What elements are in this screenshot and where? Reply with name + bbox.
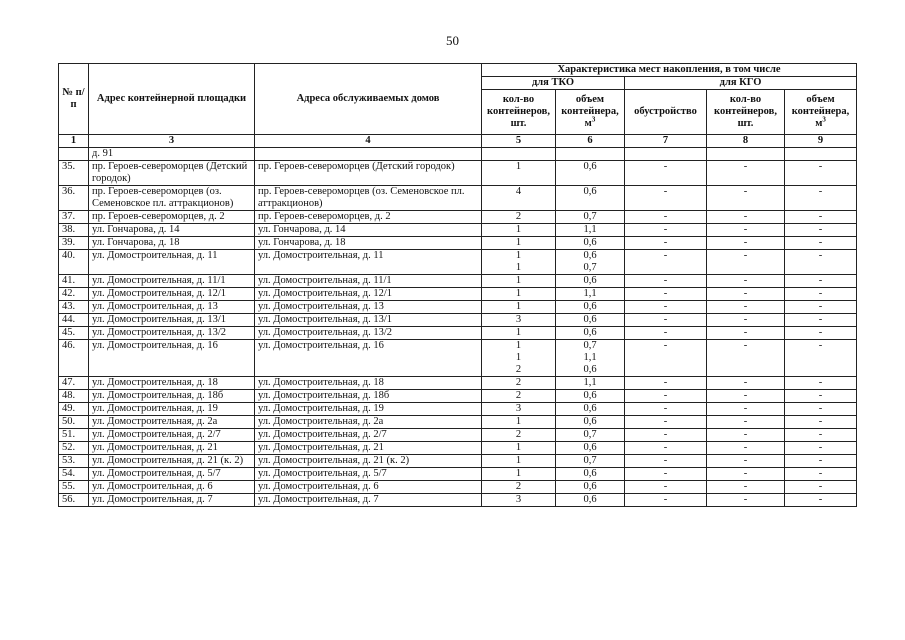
cell-kgo-volume: - [785, 211, 857, 224]
cell-facility: - [625, 340, 707, 377]
table-header [59, 64, 857, 148]
cell-tko-volume-line: 0,6 [583, 468, 597, 479]
cell-served: ул. Домостроительная, д. 6 [255, 481, 482, 494]
cell-tko-volume [556, 314, 625, 327]
cell-number: 41. [59, 275, 89, 288]
cell-facility: - [625, 161, 707, 186]
cell-address: ул. Гончарова, д. 14 [89, 224, 255, 237]
cell-served: ул. Домостроительная, д. 21 [255, 442, 482, 455]
col-index: 1 [59, 135, 89, 148]
cell-tko-count [482, 494, 556, 507]
cell-tko-volume-line: 0,7 [583, 429, 597, 440]
cell-address: ул. Домостроительная, д. 11 [89, 250, 255, 275]
cell-kgo-count: - [707, 211, 785, 224]
cell-tko-count [482, 148, 556, 161]
cell-kgo-volume: - [785, 377, 857, 390]
cell-tko-volume [556, 186, 625, 211]
cell-tko-volume-line: 1,1 [583, 224, 597, 235]
cell-tko-volume [556, 327, 625, 340]
cell-address: ул. Домостроительная, д. 13/1 [89, 314, 255, 327]
cell-number: 53. [59, 455, 89, 468]
cell-tko-count-line: 1 [515, 327, 522, 338]
cell-tko-volume-line: 1,1 [583, 352, 597, 363]
cell-kgo-count: - [707, 442, 785, 455]
cell-tko-volume-line: 0,6 [583, 314, 597, 325]
header-tko-volume: объем контейнера, $м^3$ [556, 90, 625, 135]
cell-facility: - [625, 416, 707, 429]
cell-number: 56. [59, 494, 89, 507]
cell-served: ул. Домостроительная, д. 12/1 [255, 288, 482, 301]
cell-number: 37. [59, 211, 89, 224]
cell-facility: - [625, 186, 707, 211]
cell-kgo-count: - [707, 314, 785, 327]
cell-kgo-volume: - [785, 301, 857, 314]
cell-tko-volume-line: 0,6 [583, 275, 597, 286]
cell-kgo-count: - [707, 161, 785, 186]
cell-tko-volume [556, 250, 625, 275]
cell-tko-volume-line: 0,6 [583, 390, 597, 401]
cell-tko-count [482, 275, 556, 288]
cell-kgo-count: - [707, 494, 785, 507]
cell-tko-count-line: 2 [515, 429, 522, 440]
col-index: 9 [785, 135, 857, 148]
table-row [59, 442, 857, 455]
table-row [59, 340, 857, 377]
table-row [59, 455, 857, 468]
cell-address: ул. Домостроительная, д. 5/7 [89, 468, 255, 481]
cell-tko-volume [556, 390, 625, 403]
cell-tko-volume-line: 0,6 [583, 301, 597, 312]
cell-address: ул. Домостроительная, д. 18б [89, 390, 255, 403]
cell-address: ул. Домостроительная, д. 19 [89, 403, 255, 416]
cell-tko-volume [556, 416, 625, 429]
cell-tko-volume [556, 455, 625, 468]
cell-facility: - [625, 468, 707, 481]
cell-tko-count-line: 1 [515, 224, 522, 235]
cell-tko-count-line: 1 [515, 288, 522, 299]
cell-served: ул. Домостроительная, д. 13/1 [255, 314, 482, 327]
cell-kgo-volume: - [785, 390, 857, 403]
cell-facility: - [625, 429, 707, 442]
cell-served: ул. Гончарова, д. 14 [255, 224, 482, 237]
cell-tko-count [482, 442, 556, 455]
cell-served: ул. Домостроительная, д. 5/7 [255, 468, 482, 481]
cell-tko-count-line: 2 [515, 211, 522, 222]
header-kgo-volume: объем контейнера, $м^3$ [785, 90, 857, 135]
table-row [59, 481, 857, 494]
cell-tko-volume-line: 0,6 [583, 364, 597, 375]
cell-tko-count-line: 1 [515, 301, 522, 312]
cell-kgo-count: - [707, 288, 785, 301]
cell-number: 47. [59, 377, 89, 390]
cell-facility: - [625, 390, 707, 403]
cell-number: 48. [59, 390, 89, 403]
cell-tko-volume [556, 237, 625, 250]
cell-tko-count [482, 288, 556, 301]
table-row [59, 148, 857, 161]
cell-address: ул. Домостроительная, д. 13/2 [89, 327, 255, 340]
container-sites-table [58, 63, 857, 507]
cell-kgo-count: - [707, 186, 785, 211]
cell-served: ул. Гончарова, д. 18 [255, 237, 482, 250]
cell-kgo-count: - [707, 377, 785, 390]
cell-address: ул. Гончарова, д. 18 [89, 237, 255, 250]
header-tko: для ТКО [482, 77, 625, 90]
cell-kgo-count: - [707, 237, 785, 250]
cell-served: ул. Домостроительная, д. 18 [255, 377, 482, 390]
cell-tko-volume-line: 0,6 [583, 494, 597, 505]
cell-number: 43. [59, 301, 89, 314]
cell-number: 45. [59, 327, 89, 340]
cell-kgo-volume: - [785, 288, 857, 301]
cell-served: ул. Домостроительная, д. 7 [255, 494, 482, 507]
cell-tko-volume [556, 481, 625, 494]
cell-kgo-count: - [707, 390, 785, 403]
cell-kgo-volume: - [785, 340, 857, 377]
cell-tko-count-line: 3 [515, 314, 522, 325]
table-row [59, 494, 857, 507]
cell-tko-volume-line: 0,6 [583, 250, 597, 261]
cell-tko-count [482, 468, 556, 481]
cell-kgo-count: - [707, 429, 785, 442]
cell-tko-volume-line: 0,6 [583, 442, 597, 453]
header-tko-count: кол-во контейнеров, шт. [482, 90, 556, 135]
cell-tko-count [482, 161, 556, 186]
cell-kgo-volume [785, 148, 857, 161]
cell-tko-volume [556, 275, 625, 288]
cell-tko-volume-line: 0,7 [583, 340, 597, 351]
cell-address: ул. Домостроительная, д. 6 [89, 481, 255, 494]
cell-number [59, 148, 89, 161]
table-row [59, 429, 857, 442]
cell-kgo-count: - [707, 327, 785, 340]
cell-tko-volume-line: 0,6 [583, 161, 597, 172]
cell-kgo-volume: - [785, 186, 857, 211]
table-row [59, 288, 857, 301]
cell-tko-volume-line: 0,6 [583, 403, 597, 414]
cell-number: 39. [59, 237, 89, 250]
cell-tko-count-line: 1 [515, 352, 522, 363]
cell-tko-volume-line: 0,6 [583, 416, 597, 427]
cell-served: ул. Домостроительная, д. 18б [255, 390, 482, 403]
cell-tko-volume [556, 301, 625, 314]
cell-facility: - [625, 275, 707, 288]
table-row [59, 224, 857, 237]
cell-address: ул. Домостроительная, д. 16 [89, 340, 255, 377]
cell-served [255, 148, 482, 161]
cell-address: ул. Домостроительная, д. 21 [89, 442, 255, 455]
cell-facility: - [625, 301, 707, 314]
header-num: № п/п [59, 64, 89, 135]
cell-tko-volume [556, 468, 625, 481]
cell-address: ул. Домостроительная, д. 11/1 [89, 275, 255, 288]
cell-kgo-count [707, 148, 785, 161]
cell-tko-count [482, 186, 556, 211]
cell-address: ул. Домостроительная, д. 21 (к. 2) [89, 455, 255, 468]
cell-number: 36. [59, 186, 89, 211]
cell-number: 49. [59, 403, 89, 416]
cell-kgo-count: - [707, 416, 785, 429]
cell-kgo-count: - [707, 340, 785, 377]
cell-facility: - [625, 377, 707, 390]
cell-tko-count-line: 2 [515, 481, 522, 492]
table-row [59, 327, 857, 340]
cell-facility: - [625, 211, 707, 224]
cell-tko-count [482, 211, 556, 224]
cell-kgo-volume: - [785, 403, 857, 416]
cell-kgo-volume: - [785, 161, 857, 186]
header-address: Адрес контейнерной площадки [89, 64, 255, 135]
cell-kgo-volume: - [785, 481, 857, 494]
cell-address: пр. Героев-североморцев (оз. Семеновское пл. аттракционов) [89, 186, 255, 211]
cell-tko-count-line: 1 [515, 262, 522, 273]
cell-number: 55. [59, 481, 89, 494]
cell-tko-count-line: 3 [515, 403, 522, 414]
cell-kgo-volume: - [785, 327, 857, 340]
cell-tko-count-line: 1 [515, 455, 522, 466]
col-index: 6 [556, 135, 625, 148]
cell-tko-count-line: 1 [515, 340, 522, 351]
cell-served: ул. Домостроительная, д. 2/7 [255, 429, 482, 442]
cell-kgo-count: - [707, 301, 785, 314]
cell-tko-count-line: 2 [515, 364, 522, 375]
cell-address: ул. Домостроительная, д. 18 [89, 377, 255, 390]
cell-served: ул. Домостроительная, д. 13/2 [255, 327, 482, 340]
table-row [59, 301, 857, 314]
header-characteristics: Характеристика мест накопления, в том числе [482, 64, 857, 77]
cell-kgo-count: - [707, 481, 785, 494]
page-number: 50 [446, 33, 459, 48]
cell-facility: - [625, 455, 707, 468]
col-index: 7 [625, 135, 707, 148]
cell-tko-volume [556, 494, 625, 507]
cell-tko-count-line: 1 [515, 161, 522, 172]
cell-address: ул. Домостроительная, д. 2а [89, 416, 255, 429]
cell-served: пр. Героев-североморцев (Детский городок) [255, 161, 482, 186]
cell-tko-count-line: 1 [515, 237, 522, 248]
col-index: 8 [707, 135, 785, 148]
cell-tko-count [482, 455, 556, 468]
cell-tko-volume [556, 403, 625, 416]
cell-facility: - [625, 494, 707, 507]
cell-number: 40. [59, 250, 89, 275]
table-row [59, 250, 857, 275]
col-index: 5 [482, 135, 556, 148]
table-row [59, 237, 857, 250]
cell-tko-count [482, 327, 556, 340]
table-row [59, 377, 857, 390]
cell-kgo-volume: - [785, 250, 857, 275]
cell-address: пр. Героев-североморцев, д. 2 [89, 211, 255, 224]
cell-address: ул. Домостроительная, д. 13 [89, 301, 255, 314]
cell-number: 42. [59, 288, 89, 301]
cell-tko-volume-line: 0,6 [583, 237, 597, 248]
cell-address: ул. Домостроительная, д. 12/1 [89, 288, 255, 301]
cell-tko-volume-line: 0,7 [583, 211, 597, 222]
header-facility: обустройство [625, 90, 707, 135]
cell-number: 51. [59, 429, 89, 442]
cell-tko-count [482, 416, 556, 429]
cell-facility: - [625, 442, 707, 455]
cell-tko-volume-line: 1,1 [583, 288, 597, 299]
col-index: 4 [255, 135, 482, 148]
cell-tko-count [482, 377, 556, 390]
table-row [59, 390, 857, 403]
cell-served: ул. Домостроительная, д. 19 [255, 403, 482, 416]
cell-kgo-volume: - [785, 224, 857, 237]
cell-kgo-volume: - [785, 468, 857, 481]
table-row [59, 275, 857, 288]
table-row [59, 211, 857, 224]
cell-tko-volume-line: 0,6 [583, 186, 597, 197]
cell-tko-volume [556, 340, 625, 377]
cell-tko-count [482, 340, 556, 377]
cell-address: д. 91 [89, 148, 255, 161]
cell-tko-count [482, 237, 556, 250]
cell-facility: - [625, 481, 707, 494]
cell-tko-count [482, 301, 556, 314]
cell-facility [625, 148, 707, 161]
cell-facility: - [625, 250, 707, 275]
cell-facility: - [625, 288, 707, 301]
cell-tko-count [482, 429, 556, 442]
cell-tko-count [482, 390, 556, 403]
cell-served: ул. Домостроительная, д. 21 (к. 2) [255, 455, 482, 468]
cell-tko-volume-line: 0,7 [583, 262, 597, 273]
cell-tko-volume [556, 148, 625, 161]
cell-kgo-volume: - [785, 442, 857, 455]
cell-kgo-count: - [707, 455, 785, 468]
col-index: 3 [89, 135, 255, 148]
cell-kgo-volume: - [785, 455, 857, 468]
cell-served: ул. Домостроительная, д. 11/1 [255, 275, 482, 288]
cell-tko-count [482, 481, 556, 494]
cell-served: пр. Героев-североморцев, д. 2 [255, 211, 482, 224]
cell-address: пр. Героев-североморцев (Детский городок) [89, 161, 255, 186]
cell-tko-count-line: 2 [515, 390, 522, 401]
cell-kgo-count: - [707, 403, 785, 416]
table-body [59, 148, 857, 507]
table-row [59, 314, 857, 327]
cell-kgo-count: - [707, 250, 785, 275]
header-kgo: для КГО [625, 77, 857, 90]
cell-address: ул. Домостроительная, д. 7 [89, 494, 255, 507]
cell-served: ул. Домостроительная, д. 11 [255, 250, 482, 275]
table-row [59, 416, 857, 429]
cell-tko-count [482, 314, 556, 327]
cell-address: ул. Домостроительная, д. 2/7 [89, 429, 255, 442]
cell-served: пр. Героев-североморцев (оз. Семеновское пл. аттракционов) [255, 186, 482, 211]
cell-tko-count-line: 4 [515, 186, 522, 197]
table-row [59, 403, 857, 416]
cell-tko-volume-line: 0,7 [583, 455, 597, 466]
cell-tko-volume [556, 429, 625, 442]
table-row [59, 186, 857, 211]
cell-tko-count-line: 1 [515, 275, 522, 286]
cell-kgo-count: - [707, 468, 785, 481]
cell-facility: - [625, 224, 707, 237]
cell-kgo-volume: - [785, 429, 857, 442]
cell-kgo-count: - [707, 275, 785, 288]
cell-number: 44. [59, 314, 89, 327]
cell-kgo-volume: - [785, 416, 857, 429]
cell-facility: - [625, 237, 707, 250]
cell-number: 38. [59, 224, 89, 237]
cell-tko-count-line: 1 [515, 250, 522, 261]
cell-tko-volume [556, 224, 625, 237]
cell-kgo-count: - [707, 224, 785, 237]
cell-number: 35. [59, 161, 89, 186]
cell-facility: - [625, 327, 707, 340]
cell-number: 52. [59, 442, 89, 455]
header-kgo-count: кол-во контейнеров, шт. [707, 90, 785, 135]
cell-tko-count [482, 250, 556, 275]
cell-number: 54. [59, 468, 89, 481]
cell-kgo-volume: - [785, 314, 857, 327]
cell-kgo-volume: - [785, 494, 857, 507]
cell-tko-volume [556, 442, 625, 455]
cell-tko-count-line: 3 [515, 494, 522, 505]
cell-tko-count-line: 1 [515, 442, 522, 453]
cell-tko-count [482, 224, 556, 237]
cell-kgo-volume: - [785, 275, 857, 288]
cell-number: 46. [59, 340, 89, 377]
table-row [59, 468, 857, 481]
cell-tko-count-line: 1 [515, 416, 522, 427]
cell-number: 50. [59, 416, 89, 429]
cell-tko-volume [556, 161, 625, 186]
cell-tko-count [482, 403, 556, 416]
cell-tko-count-line: 1 [515, 468, 522, 479]
cell-served: ул. Домостроительная, д. 16 [255, 340, 482, 377]
table-row [59, 161, 857, 186]
cell-served: ул. Домостроительная, д. 13 [255, 301, 482, 314]
cell-tko-volume [556, 211, 625, 224]
cell-tko-volume [556, 377, 625, 390]
cell-facility: - [625, 314, 707, 327]
cell-facility: - [625, 403, 707, 416]
header-served: Адреса обслуживаемых домов [255, 64, 482, 135]
cell-kgo-volume: - [785, 237, 857, 250]
cell-served: ул. Домостроительная, д. 2а [255, 416, 482, 429]
cell-tko-volume-line: 0,6 [583, 481, 597, 492]
cell-tko-volume [556, 288, 625, 301]
cell-tko-volume-line: 1,1 [583, 377, 597, 388]
cell-tko-volume-line: 0,6 [583, 327, 597, 338]
cell-tko-count-line: 2 [515, 377, 522, 388]
